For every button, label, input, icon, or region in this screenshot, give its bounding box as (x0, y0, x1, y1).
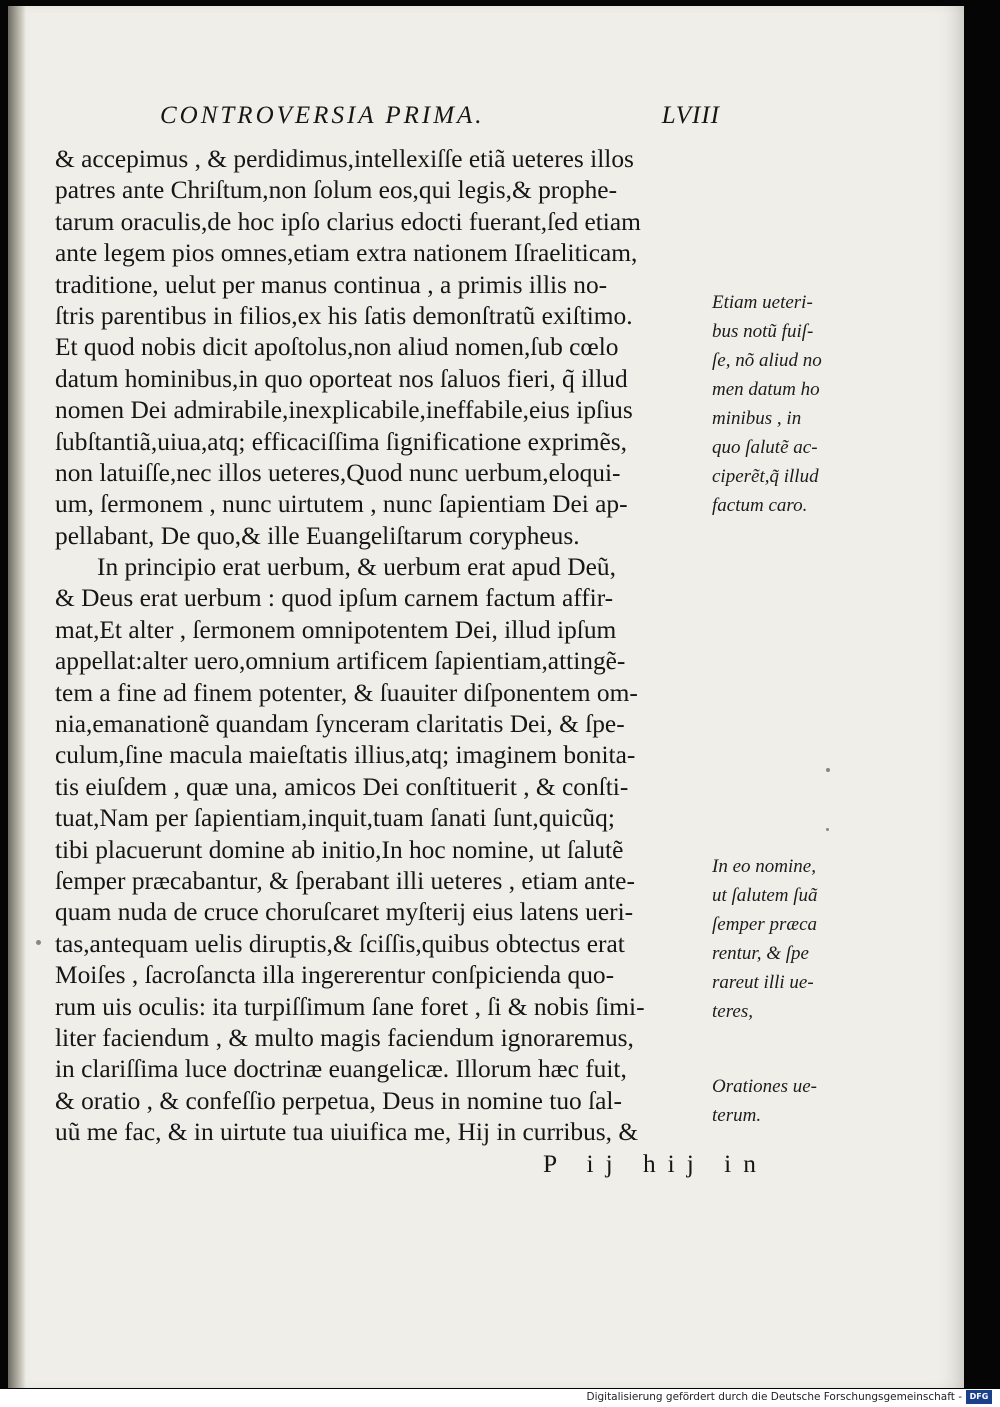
text-line: uũ me fac, & in uirtute tua uiuifica me, Hij in curribus, & (55, 1118, 639, 1147)
text-line: Moiſes , ſacroſancta illa ingererentur conſpicienda quo- (55, 961, 615, 990)
margin-note-line: ſemper præca (712, 914, 818, 935)
text-line: Et quod nobis dicit apoſtolus,non aliud nomen,ſub cœlo (55, 333, 619, 362)
margin-note-line: factum caro. (712, 495, 808, 516)
dfg-logo: DFG (966, 1390, 992, 1404)
text-line: rum uis oculis: ita turpiſſimum ſane foret , ſi & nobis ſimi- (55, 992, 645, 1021)
text-line: tas,antequam uelis diruptis,& ſciſſis,quibus obtectus erat (55, 929, 625, 958)
catchword: P ij hij in (543, 1149, 768, 1178)
text-line: & oratio , & confeſſio perpetua, Deus in nomine tuo ſal- (55, 1086, 622, 1115)
margin-note-line: rentur, & ſpe (712, 943, 809, 964)
text-line: & Deus erat uerbum : quod ipſum carnem factum affir- (55, 584, 614, 613)
footer-credit: Digitalisierung gefördert durch die Deutsche Forschungsgemeinschaft - (586, 1391, 962, 1403)
ink-speck (36, 940, 41, 945)
text-line: tuat,Nam per ſapientiam,inquit,tuam ſanati ſunt,quicũq; (55, 804, 615, 833)
text-line: & accepimus , & perdidimus,intellexiſſe etiã ueteres illos (55, 145, 634, 173)
text-line: appellat:alter uero,omnium artificem ſapientiam,attingẽ- (55, 647, 626, 676)
text-line: culum,ſine macula maieſtatis illius,atq; imaginem bonita- (55, 741, 636, 770)
text-line: tarum oraculis,de hoc ipſo clarius edocti fuerant,ſed etiam (55, 207, 641, 236)
text-line: ante legem pios omnes,etiam extra nationem Iſraeliticam, (55, 239, 638, 268)
margin-note (712, 288, 852, 520)
text-line: ſtris parentibus in filios,ex his ſatis demonſtratũ exiſtimo. (55, 301, 633, 330)
margin-note (712, 852, 852, 1026)
margin-note-line: ut ſalutem ſuã (712, 885, 818, 906)
margin-note-line: bus notũ fuiſ- (712, 321, 814, 342)
margin-note-line: ſe, nõ aliud no (712, 350, 822, 371)
text-line: nomen Dei admirabile,inexplicabile,ineffabile,eius ipſius (55, 396, 633, 425)
margin-note-line: teres, (712, 1001, 753, 1022)
margin-note-line: rareut illi ue- (712, 972, 814, 993)
running-title: CONTROVERSIA PRIMA. (160, 102, 485, 129)
margin-note-line: Orationes ue- (712, 1076, 818, 1097)
text-line: mat,Et alter , ſermonem omnipotentem Dei, illud ipſum (55, 615, 617, 644)
margin-note-line: terum. (712, 1105, 762, 1126)
margin-note-line: minibus , in (712, 408, 802, 429)
margin-note-line: quo ſalutẽ ac- (712, 437, 818, 458)
page-gutter-shadow (8, 6, 26, 1388)
margin-note (712, 1072, 852, 1130)
text-line: patres ante Chriſtum,non ſolum eos,qui legis,& prophe- (55, 176, 618, 205)
text-line: tis eiuſdem , quæ una, amicos Dei conſtituerit , & conſti- (55, 772, 629, 801)
text-line: nia,emanationẽ quandam ſynceram claritatis Dei, & ſpe- (55, 710, 625, 739)
margin-note-line: Etiam ueteri- (712, 292, 813, 313)
text-line: In principio erat uerbum, & uerbum erat apud Deũ, (97, 553, 616, 582)
text-line: tibi placuerunt domine ab initio,In hoc nomine, ut ſalutẽ (55, 835, 624, 864)
margin-note-line: men datum ho (712, 379, 820, 400)
text-line: liter faciendum , & multo magis faciendum ignoraremus, (55, 1023, 634, 1052)
text-line: ſubſtantiã,uiua,atq; efficaciſſima ſignificatione exprimẽs, (55, 427, 628, 456)
text-line: datum hominibus,in quo oporteat nos ſaluos fieri, q̃ illud (55, 364, 628, 393)
text-line: pellabant, De quo,& ille Euangeliſtarum corypheus. (55, 521, 580, 550)
text-line: in clariſſima luce doctrinæ euangelicæ. Illorum hæc fuit, (55, 1055, 627, 1084)
text-line: ſemper præcabantur, & ſperabant illi ueteres , etiam ante- (55, 866, 635, 895)
text-line: quam nuda de cruce choruſcaret myſterij eius latens ueri- (55, 898, 634, 927)
margin-note-line: ciperẽt,q̃ illud (712, 466, 819, 487)
text-line: tem a fine ad finem potenter, & ſuauiter diſponentem om- (55, 678, 638, 707)
ink-speck (826, 768, 830, 772)
margin-note-line: In eo nomine, (712, 856, 816, 877)
text-line: traditione, uelut per manus continua , a primis illis no- (55, 270, 608, 299)
ink-speck (826, 828, 829, 831)
folio-number: LVIII (661, 102, 720, 129)
text-line: um, ſermonem , nunc uirtutem , nunc ſapientiam Dei ap- (55, 490, 628, 519)
text-line: non latuiſſe,nec illos ueteres,Quod nunc uerbum,eloqui- (55, 458, 621, 487)
